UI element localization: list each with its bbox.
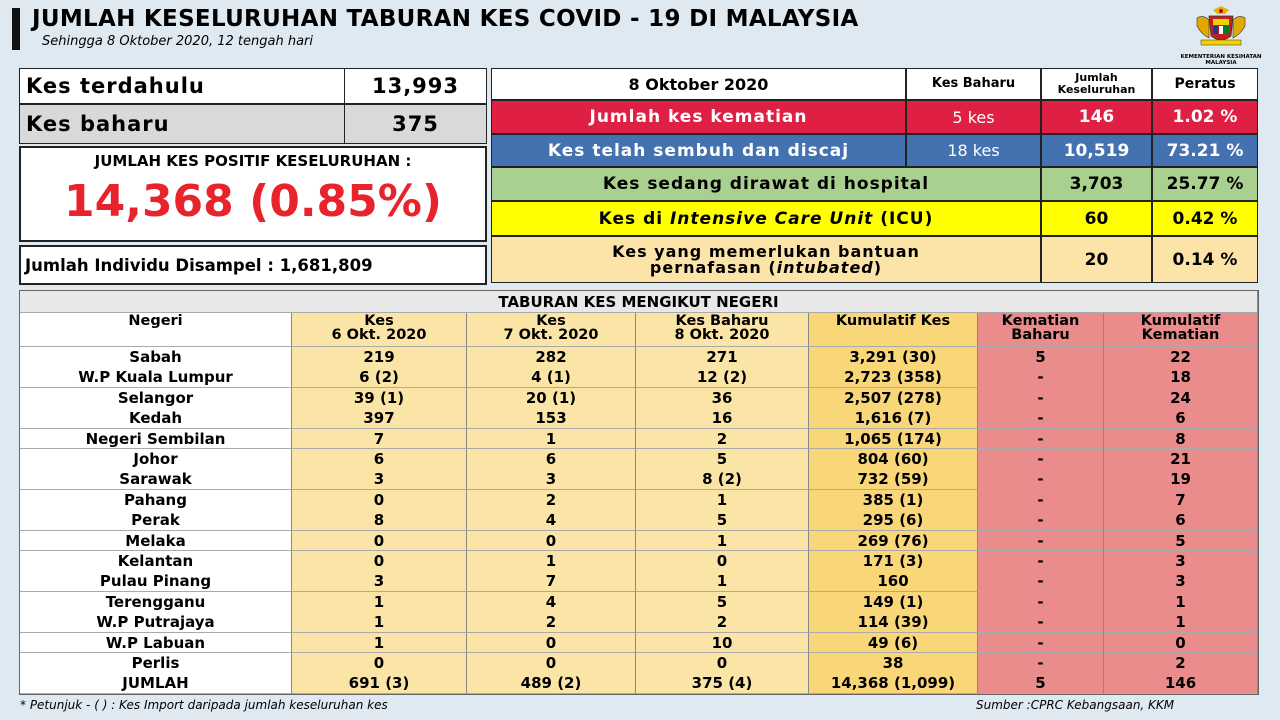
state-cell-col-3: 5 xyxy=(636,510,809,531)
status-row-4-peratus: 0.14 % xyxy=(1152,236,1258,283)
state-cell-col-5: 5 xyxy=(978,347,1104,368)
state-cell-col-5: - xyxy=(978,612,1104,633)
state-cell-col-3: 36 xyxy=(636,388,809,409)
state-header-5-line1: Kematian xyxy=(1001,313,1080,329)
state-cell-col-2: 4 xyxy=(467,592,636,613)
state-cell-col-2: 153 xyxy=(467,408,636,429)
state-cell-col-1: 397 xyxy=(292,408,467,429)
total-positive-label: JUMLAH KES POSITIF KESELURUHAN : xyxy=(94,152,412,170)
state-header-2 xyxy=(467,313,636,347)
total-cell-col-2: 489 (2) xyxy=(467,673,636,694)
state-cell-col-4: 804 (60) xyxy=(809,449,978,470)
status-col-jumlah xyxy=(1041,68,1152,100)
state-cell-col-1: 3 xyxy=(292,469,467,490)
footnote: * Petunjuk - ( ) : Kes Import daripada jumlah keseluruhan kes xyxy=(20,698,388,712)
total-cell-col-5: 5 xyxy=(978,673,1104,694)
state-header-6-line1: Kumulatif xyxy=(1140,313,1221,329)
state-cell-col-3: 2 xyxy=(636,429,809,450)
kes-baharu-label: Kes baharu xyxy=(19,104,345,144)
state-cell-col-3: 271 xyxy=(636,347,809,368)
state-cell-col-6: 1 xyxy=(1104,612,1258,633)
state-name: Negeri Sembilan xyxy=(20,429,292,450)
state-cell-col-1: 0 xyxy=(292,551,467,572)
state-header-5 xyxy=(978,313,1104,347)
status-row-0-peratus: 1.02 % xyxy=(1152,100,1258,134)
state-cell-col-2: 0 xyxy=(467,531,636,552)
ministry-logo xyxy=(1176,6,1266,66)
state-name: Sabah xyxy=(20,347,292,368)
state-cell-col-6: 21 xyxy=(1104,449,1258,470)
page-subtitle: Sehingga 8 Oktober 2020, 12 tengah hari xyxy=(42,34,313,49)
state-cell-col-6: 6 xyxy=(1104,510,1258,531)
total-cell-col-3: 375 (4) xyxy=(636,673,809,694)
state-cell-col-4: 49 (6) xyxy=(809,633,978,654)
state-header-4-line1: Kumulatif Kes xyxy=(835,313,951,329)
status-col-jumlah-line2: Keseluruhan xyxy=(1057,83,1136,96)
status-row-2-jumlah: 3,703 xyxy=(1041,167,1152,201)
state-cell-col-4: 1,065 (174) xyxy=(809,429,978,450)
state-cell-col-4: 2,507 (278) xyxy=(809,388,978,409)
state-cell-col-5: - xyxy=(978,429,1104,450)
icu-label-post: (ICU) xyxy=(873,208,934,229)
state-cell-col-2: 4 xyxy=(467,510,636,531)
intubated-label-pre: pernafasan ( xyxy=(649,257,777,277)
state-cell-col-3: 5 xyxy=(636,592,809,613)
total-cell-col-6: 146 xyxy=(1104,673,1258,694)
state-cell-col-1: 6 xyxy=(292,449,467,470)
state-cell-col-1: 1 xyxy=(292,633,467,654)
state-name: W.P Labuan xyxy=(20,633,292,654)
state-cell-col-5: - xyxy=(978,510,1104,531)
state-header-1 xyxy=(292,313,467,347)
state-cell-col-2: 3 xyxy=(467,469,636,490)
state-cell-col-2: 20 (1) xyxy=(467,388,636,409)
status-row-2-label: Kes sedang dirawat di hospital xyxy=(491,167,1041,201)
status-row-1-peratus: 73.21 % xyxy=(1152,134,1258,167)
state-cell-col-1: 219 xyxy=(292,347,467,368)
status-col-kes-baharu: Kes Baharu xyxy=(906,68,1041,100)
state-cell-col-4: 1,616 (7) xyxy=(809,408,978,429)
state-cell-col-4: 114 (39) xyxy=(809,612,978,633)
kes-terdahulu-label: Kes terdahulu xyxy=(19,68,345,104)
status-row-2-peratus: 25.77 % xyxy=(1152,167,1258,201)
state-header-0 xyxy=(20,313,292,347)
state-cell-col-1: 0 xyxy=(292,653,467,674)
state-name: Perlis xyxy=(20,653,292,674)
state-cell-col-6: 0 xyxy=(1104,633,1258,654)
state-cell-col-1: 1 xyxy=(292,612,467,633)
status-row-4-jumlah: 20 xyxy=(1041,236,1152,283)
status-col-jumlah-line1: Jumlah xyxy=(1075,71,1118,84)
state-header-4 xyxy=(809,313,978,347)
state-cell-col-1: 0 xyxy=(292,531,467,552)
state-header-3-line1: Kes Baharu xyxy=(675,313,769,329)
state-name: Pahang xyxy=(20,490,292,511)
state-name: Perak xyxy=(20,510,292,531)
state-header-6 xyxy=(1104,313,1258,347)
state-cell-col-6: 8 xyxy=(1104,429,1258,450)
state-cell-col-3: 1 xyxy=(636,571,809,592)
kes-terdahulu-value: 13,993 xyxy=(344,68,487,104)
state-cell-col-4: 160 xyxy=(809,571,978,592)
icu-label-pre: Kes di xyxy=(598,208,670,229)
status-row-3-jumlah: 60 xyxy=(1041,201,1152,236)
source-note: Sumber :CPRC Kebangsaan, KKM xyxy=(976,698,1175,712)
state-header-3-line2: 8 Okt. 2020 xyxy=(674,327,770,343)
state-cell-col-3: 16 xyxy=(636,408,809,429)
status-row-1-jumlah: 10,519 xyxy=(1041,134,1152,167)
state-cell-col-3: 8 (2) xyxy=(636,469,809,490)
status-date-header: 8 Oktober 2020 xyxy=(491,68,906,100)
page-title: JUMLAH KESELURUHAN TABURAN KES COVID - 19 DI MALAYSIA xyxy=(32,6,859,32)
state-name: Pulau Pinang xyxy=(20,571,292,592)
state-cell-col-3: 0 xyxy=(636,551,809,572)
status-col-peratus: Peratus xyxy=(1152,68,1258,100)
state-cell-col-5: - xyxy=(978,367,1104,388)
status-row-1-baharu: 18 kes xyxy=(906,134,1041,167)
status-row-0-jumlah: 146 xyxy=(1041,100,1152,134)
state-header-2-line1: Kes xyxy=(536,313,566,329)
state-header-1-line1: Kes xyxy=(364,313,394,329)
state-cell-col-4: 171 (3) xyxy=(809,551,978,572)
state-cell-col-6: 19 xyxy=(1104,469,1258,490)
status-row-4-label xyxy=(491,236,1041,283)
state-cell-col-2: 0 xyxy=(467,653,636,674)
state-cell-col-1: 7 xyxy=(292,429,467,450)
state-cell-col-5: - xyxy=(978,653,1104,674)
total-positive-box xyxy=(19,146,487,242)
state-cell-col-5: - xyxy=(978,551,1104,572)
state-name: W.P Putrajaya xyxy=(20,612,292,633)
state-cell-col-2: 282 xyxy=(467,347,636,368)
state-cell-col-5: - xyxy=(978,531,1104,552)
kes-baharu-value: 375 xyxy=(344,104,487,144)
state-cell-col-2: 2 xyxy=(467,490,636,511)
state-cell-col-2: 6 xyxy=(467,449,636,470)
status-row-3-label xyxy=(491,201,1041,236)
state-cell-col-5: - xyxy=(978,592,1104,613)
state-cell-col-6: 24 xyxy=(1104,388,1258,409)
state-name: Johor xyxy=(20,449,292,470)
state-cell-col-2: 0 xyxy=(467,633,636,654)
state-cell-col-6: 3 xyxy=(1104,551,1258,572)
state-cell-col-4: 269 (76) xyxy=(809,531,978,552)
state-cell-col-3: 1 xyxy=(636,490,809,511)
state-cell-col-4: 732 (59) xyxy=(809,469,978,490)
state-header-2-line2: 7 Okt. 2020 xyxy=(503,327,599,343)
state-cell-col-6: 6 xyxy=(1104,408,1258,429)
state-cell-col-1: 1 xyxy=(292,592,467,613)
state-name: Melaka xyxy=(20,531,292,552)
state-cell-col-2: 1 xyxy=(467,429,636,450)
state-cell-col-1: 3 xyxy=(292,571,467,592)
state-header-0-line1: Negeri xyxy=(128,313,183,329)
state-cell-col-5: - xyxy=(978,388,1104,409)
state-cell-col-5: - xyxy=(978,633,1104,654)
state-cell-col-2: 7 xyxy=(467,571,636,592)
state-cell-col-6: 2 xyxy=(1104,653,1258,674)
intubated-label-italic: intubated xyxy=(776,257,874,277)
state-cell-col-2: 2 xyxy=(467,612,636,633)
state-cell-col-6: 7 xyxy=(1104,490,1258,511)
coat-of-arms-icon xyxy=(1191,6,1251,50)
state-cell-col-4: 149 (1) xyxy=(809,592,978,613)
state-cell-col-1: 0 xyxy=(292,490,467,511)
state-name: Selangor xyxy=(20,388,292,409)
state-cell-col-5: - xyxy=(978,469,1104,490)
state-cell-col-4: 3,291 (30) xyxy=(809,347,978,368)
total-positive-value: 14,368 (0.85%) xyxy=(64,176,442,227)
state-cell-col-4: 385 (1) xyxy=(809,490,978,511)
state-cell-col-6: 5 xyxy=(1104,531,1258,552)
state-name: Terengganu xyxy=(20,592,292,613)
state-name: W.P Kuala Lumpur xyxy=(20,367,292,388)
state-header-3 xyxy=(636,313,809,347)
state-cell-col-5: - xyxy=(978,490,1104,511)
state-name: Kedah xyxy=(20,408,292,429)
state-cell-col-3: 5 xyxy=(636,449,809,470)
state-header-5-line2: Baharu xyxy=(1011,327,1070,343)
state-cell-col-3: 1 xyxy=(636,531,809,552)
state-header-6-line2: Kematian xyxy=(1141,327,1220,343)
state-cell-col-5: - xyxy=(978,408,1104,429)
state-cell-col-6: 22 xyxy=(1104,347,1258,368)
total-cell-col-1: 691 (3) xyxy=(292,673,467,694)
state-cell-col-3: 2 xyxy=(636,612,809,633)
state-cell-col-1: 8 xyxy=(292,510,467,531)
icu-label-italic: Intensive Care Unit xyxy=(669,208,874,229)
state-name: Sarawak xyxy=(20,469,292,490)
state-cell-col-4: 295 (6) xyxy=(809,510,978,531)
total-cell-col-4: 14,368 (1,099) xyxy=(809,673,978,694)
state-name: Kelantan xyxy=(20,551,292,572)
state-cell-col-5: - xyxy=(978,449,1104,470)
state-cell-col-1: 39 (1) xyxy=(292,388,467,409)
state-cell-col-3: 12 (2) xyxy=(636,367,809,388)
title-accent-bar xyxy=(12,8,20,50)
status-row-3-peratus: 0.42 % xyxy=(1152,201,1258,236)
intubated-label-line1: Kes yang memerlukan bantuan xyxy=(612,241,920,261)
total-label: JUMLAH xyxy=(20,673,292,694)
state-table-title: TABURAN KES MENGIKUT NEGERI xyxy=(20,291,1258,313)
state-cell-col-1: 6 (2) xyxy=(292,367,467,388)
state-cell-col-2: 1 xyxy=(467,551,636,572)
state-cell-col-3: 10 xyxy=(636,633,809,654)
state-cell-col-6: 1 xyxy=(1104,592,1258,613)
individuals-sampled: Jumlah Individu Disampel : 1,681,809 xyxy=(19,245,487,285)
intubated-label-post: ) xyxy=(873,257,883,277)
state-cell-col-2: 4 (1) xyxy=(467,367,636,388)
state-cell-col-6: 18 xyxy=(1104,367,1258,388)
state-header-1-line2: 6 Okt. 2020 xyxy=(331,327,427,343)
state-cell-col-3: 0 xyxy=(636,653,809,674)
status-row-0-label: Jumlah kes kematian xyxy=(491,100,906,134)
status-row-1-label: Kes telah sembuh dan discaj xyxy=(491,134,906,167)
ministry-logo-caption: KEMENTERIAN KESIHATAN MALAYSIA xyxy=(1180,54,1262,66)
state-cell-col-4: 38 xyxy=(809,653,978,674)
state-cell-col-4: 2,723 (358) xyxy=(809,367,978,388)
intubated-label-line2 xyxy=(649,257,883,277)
state-cell-col-5: - xyxy=(978,571,1104,592)
status-row-0-baharu: 5 kes xyxy=(906,100,1041,134)
state-cell-col-6: 3 xyxy=(1104,571,1258,592)
